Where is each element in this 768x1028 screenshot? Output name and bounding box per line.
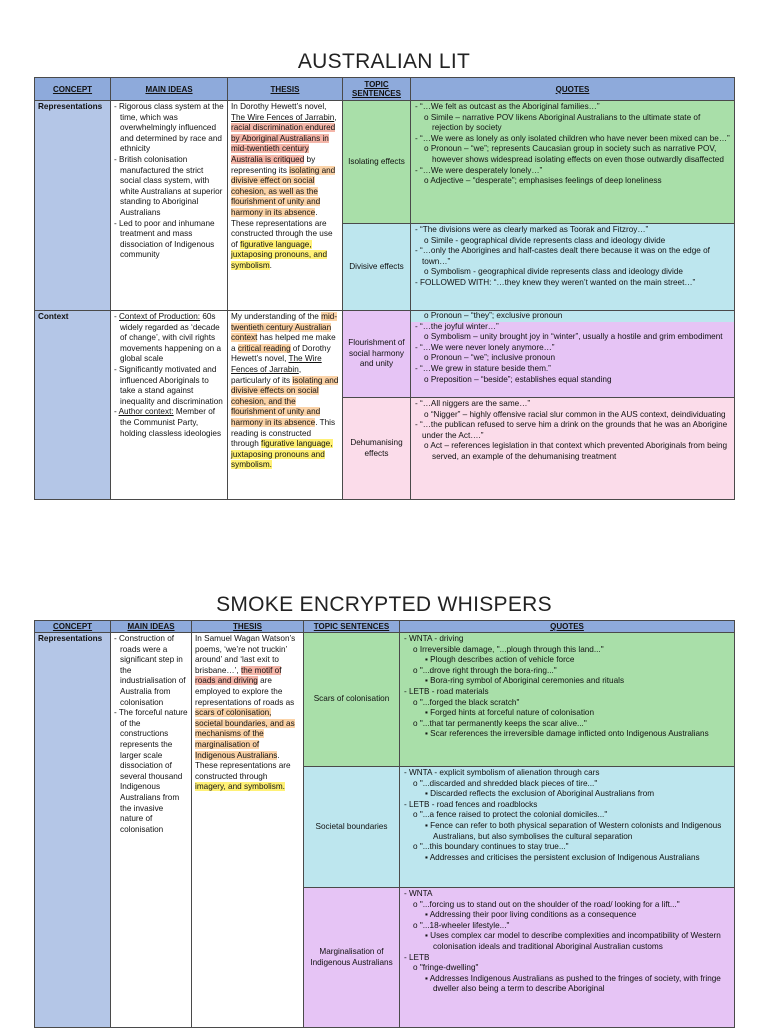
quote-line: - “…only the Aborigines and half-castes dealt there because it was on the edge of town…”: [415, 246, 710, 266]
quote-line: - “…We felt as outcast as the Aboriginal families…”: [415, 102, 600, 111]
thesis-context: My understanding of the mid-twentieth century Australian context has helped me make a critical reading of Dorothy Hewett’s novel, The Wire Fences of Jarrabin, particularly of its isolating and divisive effects on social cohesion, and the flourishment of unity and harmony in its absence. This reading is constructed through figurative language, juxtaposing pronouns and symbolism.: [228, 311, 343, 500]
header-topic-sentences: TOPIC SENTENCES: [343, 78, 411, 101]
main-ideas-representations: - Rigorous class system at the time, which was overwhelmingly influenced and determined by race and ethnicity - British colonisation manufactured the strict social class system, with white Australians at superior standing to Aboriginal Australians - Led to poor and inhumane treatment and mass dissociation of Indigenous community: [111, 101, 228, 311]
topic-isolating-effects: Isolating effects: [343, 101, 411, 224]
smoke-encrypted-whispers-table: [34, 620, 735, 1028]
quote-line: o Adjective – “desperate”; emphasises feelings of deep loneliness: [424, 176, 662, 186]
quote-line: - “…All niggers are the same…”: [415, 399, 531, 408]
header-main-ideas: MAIN IDEAS: [111, 621, 192, 633]
quote-line: - LETB - road materials: [404, 686, 489, 696]
quote-line: - “…the joyful winter…”: [415, 321, 499, 331]
quote-line: o Symbolism - geographical divide represents class and ideology divide: [424, 267, 683, 277]
topic-divisive-effects: Divisive effects: [343, 224, 411, 311]
quotes-scars-of-colonisation: [400, 633, 735, 767]
quotes-divisive-effects: [411, 224, 735, 311]
quote-line: ▪ Fence can refer to both physical separation of Western colonists and Indigenous Australians, but also symbolises the cultural separation: [425, 820, 722, 841]
topic-scars-of-colonisation: Scars of colonisation: [304, 633, 400, 767]
quote-line: o "...forged the black scratch": [413, 697, 520, 707]
quote-line: - LETB - road fences and roadblocks: [404, 799, 538, 809]
topic-marginalisation: Marginalisation of Indigenous Australians: [304, 888, 400, 1028]
quotes-isolating-effects: [411, 101, 735, 224]
quote-line: ▪ Plough describes action of vehicle force: [425, 655, 575, 665]
quote-line: - “…We were as lonely as only isolated children who have never been mixed can be…”: [415, 133, 730, 143]
concept-representations: Representations: [35, 633, 111, 1028]
quote-line: ▪ Addresses and criticises the persistent exclusion of Indigenous Australians: [425, 852, 700, 862]
thesis-representations: In Samuel Wagan Watson’s poems, ‘we’re not truckin’ around’ and ‘last exit to brisbane…’, the motif of roads and driving are employed to explore the representations of roads as scars of colonisation, societal boundaries, and as mechanisms of the marginalisation of Indigenous Australians. These representations are constructed through imagery, and symbolism.: [192, 633, 304, 1028]
quote-line: - FOLLOWED WITH: “…they knew they weren’t wanted on the main street…”: [415, 277, 696, 287]
quote-line: - LETB: [404, 952, 430, 962]
quote-line: - “…We were never lonely anymore…”: [415, 342, 555, 352]
quote-line: - “…the publican refused to serve him a drink on the grounds that he was an Aborigine under the Act….”: [415, 420, 728, 440]
quote-line: ▪ Addressing their poor living conditions as a consequence: [425, 910, 637, 920]
header-concept: CONCEPT: [35, 78, 111, 101]
quotes-flourishment: [411, 311, 735, 398]
quote-line: - “The divisions were as clearly marked as Toorak and Fitzroy…”: [415, 225, 649, 234]
quote-line: ▪ Bora-ring symbol of Aboriginal ceremonies and rituals: [425, 676, 625, 686]
header-concept: CONCEPT: [35, 621, 111, 633]
topic-societal-boundaries: Societal boundaries: [304, 767, 400, 888]
quote-line: o "...drove right through the bora-ring...": [413, 665, 557, 675]
quote-line: - “…We were desperately lonely…”: [415, 165, 543, 175]
quote-line: o "...discarded and shredded black pieces of tire...": [413, 778, 598, 788]
main-ideas-representations: - Construction of roads were a significant step in the industrialisation of Australia from colonisation - The forceful nature of the constructions represents the larger scale dissociation of several thousand Indigenous Australians from the invasive nature of colonisation: [111, 633, 192, 1028]
main-ideas-context: - Context of Production: 60s widely regarded as ‘decade of change’, with civil rights movements happening on a global scale - Significantly motivated and influenced Aboriginals to take a stand against inequality and discrimination - Author context: Member of the Communist Party, holding classless ideologies: [111, 311, 228, 500]
header-quotes: QUOTES: [400, 621, 735, 633]
quote-line: o "fringe-dwelling": [413, 963, 479, 973]
quote-line: o Preposition – “beside”; establishes equal standing: [424, 374, 612, 384]
quote-line: - WNTA: [404, 889, 433, 898]
quote-line: o Pronoun – “we”; represents Caucasian group in society such as narrative POV, however shows widespread isolating effects on even those outwardly disaffected: [424, 144, 724, 164]
header-main-ideas: MAIN IDEAS: [111, 78, 228, 101]
concept-representations: Representations: [35, 101, 111, 311]
topic-flourishment: Flourishment of social harmony and unity: [343, 311, 411, 398]
quote-line: ▪ Addresses Indigenous Australians as pushed to the fringes of society, with fringe dweller also being a term to describe Aboriginal: [425, 973, 721, 994]
quote-line: o "...18-wheeler lifestyle...": [413, 920, 510, 930]
quote-line: ▪ Forged hints at forceful nature of colonisation: [425, 708, 595, 718]
topic-dehumanising-effects: Dehumanising effects: [343, 398, 411, 500]
header-thesis: THESIS: [228, 78, 343, 101]
quote-line: o Pronoun – “they”; exclusive pronoun: [411, 311, 734, 322]
section-title-smoke-encrypted-whispers: SMOKE ENCRYPTED WHISPERS: [216, 593, 552, 616]
quote-line: o Irreversible damage, "...plough through this land...": [413, 644, 604, 654]
header-quotes: QUOTES: [411, 78, 735, 101]
quote-line: o "...forcing us to stand out on the shoulder of the road/ looking for a lift...": [413, 899, 680, 909]
quote-line: ▪ Uses complex car model to describe complexities and incompatibility of Western colonisation ideals and traditional Aboriginal Australian customs: [425, 931, 721, 951]
section-title-australian-lit: AUSTRALIAN LIT: [297, 50, 471, 73]
quote-line: o "...that tar permanently keeps the scar alive...": [413, 718, 587, 728]
quote-line: o Act – references legislation in that context which prevented Aboriginals from being served, an example of the dehumanising treatment: [424, 441, 728, 461]
concept-context: Context: [35, 311, 111, 500]
quote-line: o "...this boundary continues to stay true...": [413, 842, 569, 852]
header-topic-sentences: TOPIC SENTENCES: [304, 621, 400, 633]
quote-line: o "...a fence raised to protect the colonial domiciles...": [413, 810, 608, 820]
quotes-dehumanising-effects: [411, 398, 735, 500]
quotes-marginalisation: [400, 888, 735, 1028]
header-thesis: THESIS: [192, 621, 304, 633]
quote-line: ▪ Scar references the irreversible damage inflicted onto Indigenous Australians: [425, 729, 709, 739]
quotes-societal-boundaries: [400, 767, 735, 888]
quote-line: o Pronoun – “we”; inclusive pronoun: [424, 353, 556, 363]
quote-line: ▪ Discarded reflects the exclusion of Aboriginal Australians from: [425, 789, 655, 799]
australian-lit-table: [34, 77, 735, 500]
thesis-representations: In Dorothy Hewett’s novel, The Wire Fences of Jarrabin, racial discrimination endured by Aboriginal Australians in mid-twentieth century Australia is critiqued by representing its isolating and divisive effect on social cohesion, as well as the flourishment of unity and harmony in its absence. These representations are constructed through the use of figurative language, juxtaposing pronouns, and symbolism.: [228, 101, 343, 311]
quote-line: o “Nigger” – highly offensive racial slur common in the AUS context, deindividuating: [424, 409, 726, 419]
quote-line: - WNTA - explicit symbolism of alienation through cars: [404, 768, 600, 777]
quote-line: o Symbolism – unity brought joy in “winter”, usually a hostile and grim embodiment: [424, 332, 723, 342]
quote-line: o Simile – narrative POV likens Aboriginal Australians to the ultimate state of rejection by society: [424, 112, 701, 133]
quote-line: - WNTA - driving: [404, 634, 464, 643]
quote-line: o Simile - geographical divide represents class and ideology divide: [424, 235, 666, 245]
quote-line: - “…We grew in stature beside them.”: [415, 363, 551, 373]
